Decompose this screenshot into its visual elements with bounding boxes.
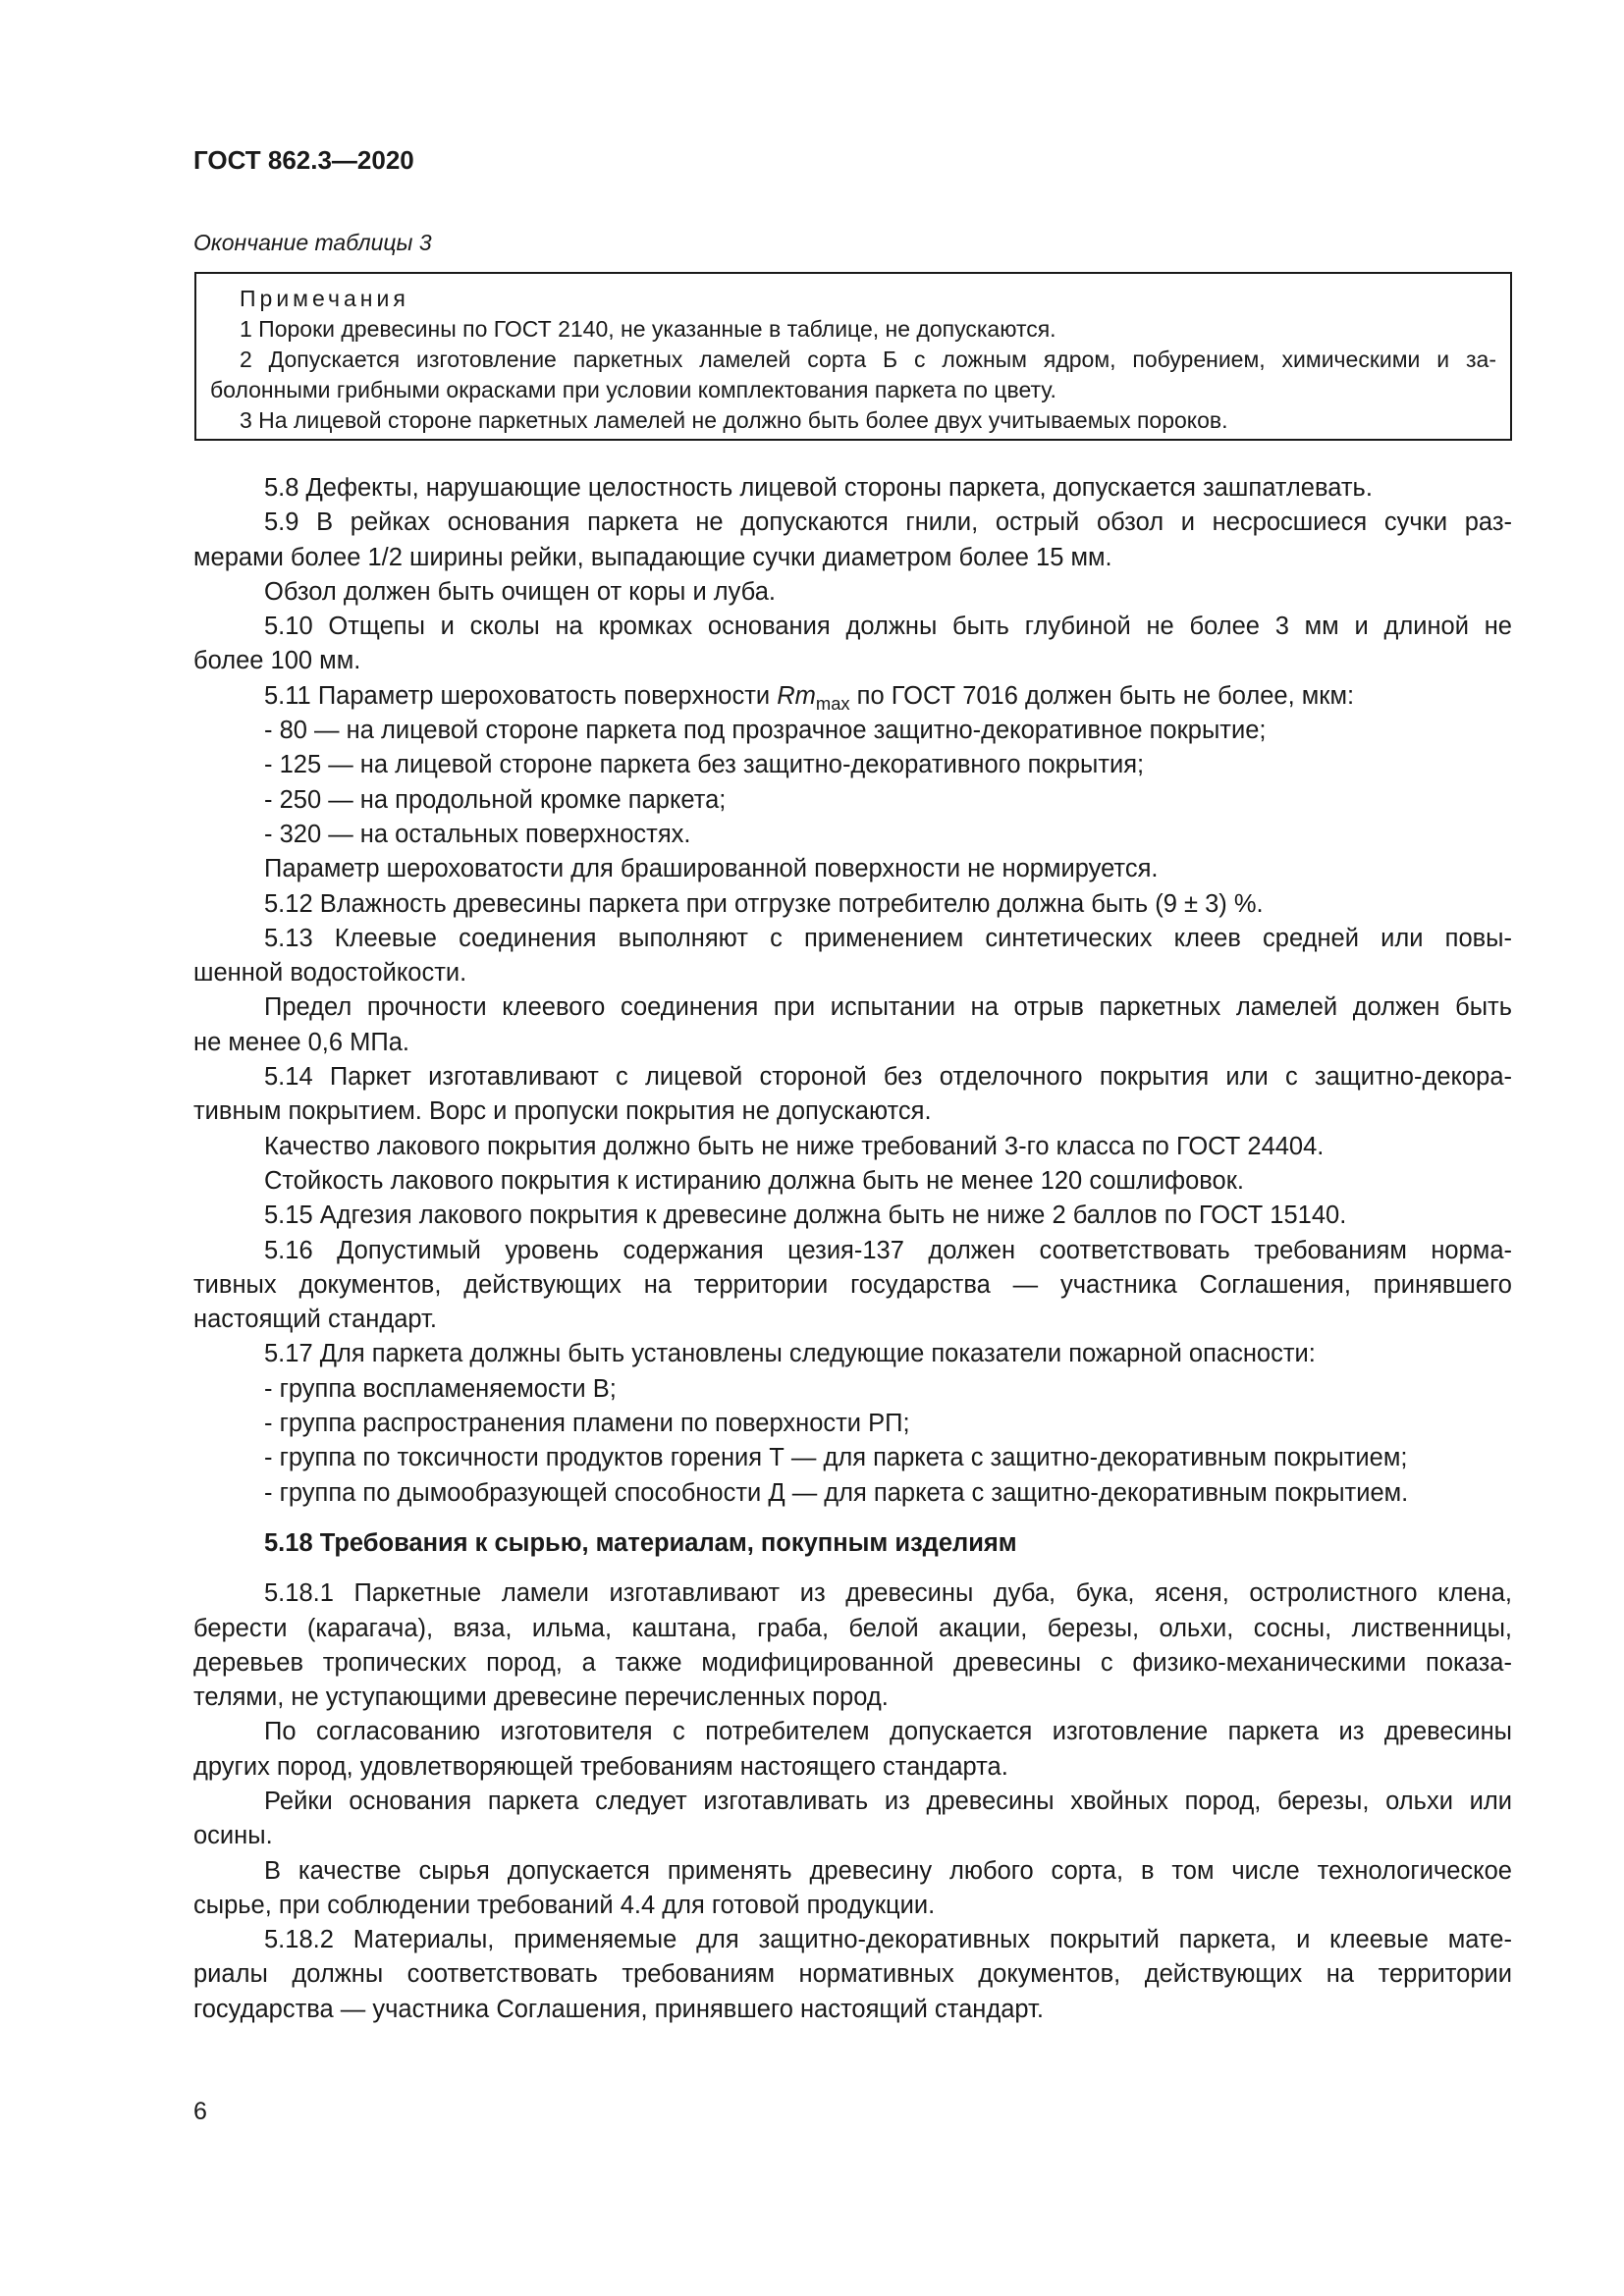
document-code: ГОСТ 862.3—2020 bbox=[193, 145, 414, 175]
list-item: - группа воспламеняемости В; bbox=[264, 1374, 617, 1403]
list-item: - группа по токсичности продуктов горения Т — для паркета с защитно-декоративным покрытием; bbox=[264, 1444, 1408, 1472]
document-body bbox=[193, 471, 1512, 2027]
para-5-14-line-4: Стойкость лакового покрытия к истиранию должна быть не менее 120 сошлифовок. bbox=[264, 1166, 1244, 1195]
para-5-13-line-1: 5.13 Клеевые соединения выполняют с применением синтетических клеев средней или повы- bbox=[264, 924, 1512, 952]
para-5-9-line-2: мерами более 1/2 ширины рейки, выпадающие сучки диаметром более 15 мм. bbox=[193, 543, 1112, 571]
table-continuation-caption: Окончание таблицы 3 bbox=[193, 230, 432, 255]
para-5-11 bbox=[193, 679, 1512, 714]
page-number: 6 bbox=[193, 2098, 207, 2125]
roughness-symbol: Rm bbox=[777, 681, 816, 710]
para-5-18-1-line-5: По согласованию изготовителя с потребителем допускается изготовление паркета из древесины bbox=[264, 1718, 1512, 1746]
section-heading-5-18: 5.18 Требования к сырью, материалам, покупным изделиям bbox=[264, 1528, 1017, 1557]
note-2-line-2: болонными грибными окрасками при условии комплектования паркета по цвету. bbox=[210, 377, 1056, 402]
para-5-16-line-1: 5.16 Допустимый уровень содержания цезия-137 должен соответствовать требованиям норма- bbox=[264, 1236, 1512, 1264]
list-item: - 80 — на лицевой стороне паркета под прозрачное защитно-декоративное покрытие; bbox=[264, 717, 1267, 745]
para-5-12: 5.12 Влажность древесины паркета при отгрузке потребителю должна быть (9 ± 3) %. bbox=[264, 889, 1264, 918]
para-5-11-suffix: по ГОСТ 7016 должен быть не более, мкм: bbox=[849, 681, 1355, 710]
para-5-18-2-line-3: государства — участника Соглашения, принявшего настоящий стандарт. bbox=[193, 1995, 1044, 2023]
para-5-18-1-line-9: В качестве сырья допускается применять древесину любого сорта, в том числе технологическое bbox=[264, 1856, 1512, 1885]
para-5-18-1-line-1: 5.18.1 Паркетные ламели изготавливают из древесины дуба, бука, ясеня, остролистного клена, bbox=[264, 1579, 1512, 1608]
para-5-18-2-line-2: риалы должны соответствовать требованиям нормативных документов, действующих на территории bbox=[193, 1960, 1512, 1989]
list-item: - группа по дымообразующей способности Д — для паркета с защитно-декоративным покрытием. bbox=[264, 1478, 1409, 1507]
para-5-18-1-line-8: осины. bbox=[193, 1822, 273, 1850]
para-5-17: 5.17 Для паркета должны быть установлены следующие показатели пожарной опасности: bbox=[264, 1340, 1316, 1368]
notes-title: Примечания bbox=[240, 286, 409, 311]
note-2-line-1: 2 Допускается изготовление паркетных ламелей сорта Б с ложным ядром, побурением, химическими и за- bbox=[240, 347, 1496, 372]
para-5-18-1-line-3: деревьев тропических пород, а также модифицированной древесины с физико-механическими показа- bbox=[193, 1648, 1512, 1677]
para-5-14-line-3: Качество лакового покрытия должно быть не ниже требований 3-го класса по ГОСТ 24404. bbox=[264, 1132, 1325, 1160]
para-5-16-line-3: настоящий стандарт. bbox=[193, 1306, 437, 1334]
para-5-10-line-2: более 100 мм. bbox=[193, 647, 361, 675]
para-5-18-1-line-7: Рейки основания паркета следует изготавливать из древесины хвойных пород, березы, ольхи или bbox=[264, 1787, 1512, 1815]
para-5-14-line-2: тивным покрытием. Ворс и пропуски покрытия не допускаются. bbox=[193, 1097, 932, 1126]
list-item: - 125 — на лицевой стороне паркета без защитно-декоративного покрытия; bbox=[264, 751, 1145, 779]
para-5-18-1-line-2: берести (карагача), вяза, ильма, каштана, граба, белой акации, березы, ольхи, сосны, лиственницы, bbox=[193, 1614, 1512, 1642]
note-1: 1 Пороки древесины по ГОСТ 2140, не указанные в таблице, не допускаются. bbox=[240, 316, 1056, 342]
para-5-11-note: Параметр шероховатости для брашированной поверхности не нормируется. bbox=[264, 855, 1159, 883]
para-5-10-line-1: 5.10 Отщепы и сколы на кромках основания должны быть глубиной не более 3 мм и длиной не bbox=[264, 613, 1512, 641]
para-5-14-line-1: 5.14 Паркет изготавливают с лицевой стороной без отделочного покрытия или с защитно-декора- bbox=[264, 1063, 1512, 1092]
para-5-18-2-line-1: 5.18.2 Материалы, применяемые для защитно-декоративных покрытий паркета, и клеевые мате- bbox=[264, 1926, 1512, 1954]
para-5-9-line-1: 5.9 В рейках основания паркета не допускаются гнили, острый обзол и несросшиеся сучки раз- bbox=[264, 508, 1512, 537]
para-5-13-line-2: шенной водостойкости. bbox=[193, 959, 467, 988]
para-5-9-line-3: Обзол должен быть очищен от коры и луба. bbox=[264, 577, 776, 606]
note-3: 3 На лицевой стороне паркетных ламелей не должно быть более двух учитываемых пороков. bbox=[240, 407, 1228, 433]
list-item: - группа распространения пламени по поверхности РП; bbox=[264, 1410, 910, 1438]
para-5-18-1-line-4: телями, не уступающими древесине перечисленных пород. bbox=[193, 1683, 889, 1712]
para-5-15: 5.15 Адгезия лакового покрытия к древесине должна быть не ниже 2 баллов по ГОСТ 15140. bbox=[264, 1201, 1347, 1230]
para-5-13-line-3: Предел прочности клеевого соединения при испытании на отрыв паркетных ламелей должен быть bbox=[264, 993, 1512, 1022]
list-item: - 320 — на остальных поверхностях. bbox=[264, 820, 691, 848]
para-5-18-1-line-10: сырье, при соблюдении требований 4.4 для готовой продукции. bbox=[193, 1891, 936, 1919]
notes-box bbox=[194, 272, 1512, 441]
list-item: - 250 — на продольной кромке паркета; bbox=[264, 785, 727, 814]
para-5-16-line-2: тивных документов, действующих на территории государства — участника Соглашения, принявшего bbox=[193, 1270, 1512, 1299]
roughness-subscript: max bbox=[815, 692, 850, 714]
para-5-13-line-4: не менее 0,6 МПа. bbox=[193, 1028, 409, 1056]
para-5-11-prefix: 5.11 Параметр шероховатость поверхности bbox=[264, 681, 778, 710]
para-5-8: 5.8 Дефекты, нарушающие целостность лицевой стороны паркета, допускается зашпатлевать. bbox=[264, 474, 1373, 502]
para-5-18-1-line-6: других пород, удовлетворяющей требованиям настоящего стандарта. bbox=[193, 1752, 1008, 1781]
